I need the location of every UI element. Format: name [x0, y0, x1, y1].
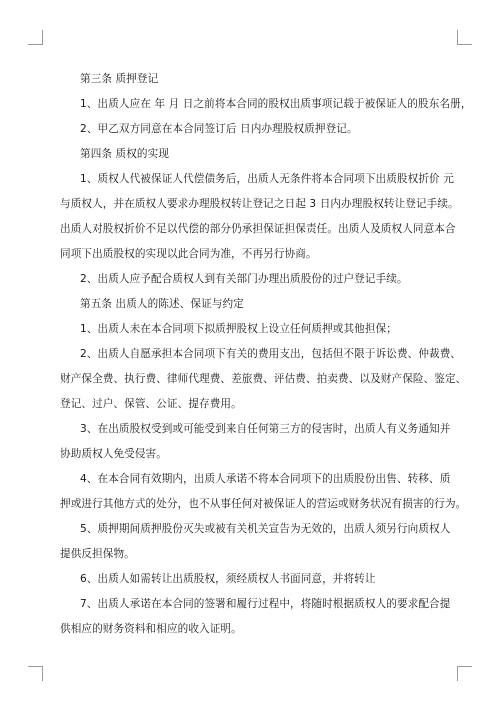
paragraph-line: 提供反担保物。 [60, 548, 135, 560]
paragraph-line: 供相应的财务资料和相应的收入证明。 [60, 623, 242, 635]
paragraph-line: 登记、过户、保管、公证、提存费用。 [60, 398, 242, 410]
paragraph-line: 1、出质人未在本合同项下拟质押股权上设立任何质押或其他担保； [80, 323, 397, 335]
paragraph-line: 5、质押期间质押股份灭失或被有关机关宣告为无效的，出质人须另行向质权人 [80, 523, 451, 535]
paragraph-line: 与质权人，并在质权人要求办理股权转让登记之日起 3 日内办理股权转让登记手续。 [60, 198, 459, 210]
crop-mark-bottom-left [28, 666, 43, 681]
section-heading-5: 第五条 出质人的陈述、保证与约定 [80, 298, 244, 310]
paragraph-line: 6、出质人如需转让出质股权，须经质权人书面同意，并将转让 [80, 573, 376, 585]
paragraph-line: 2、甲乙双方同意在本合同签订后 日内办理股权质押登记。 [80, 123, 358, 135]
paragraph-line: 协助质权人免受侵害。 [60, 448, 167, 460]
section-heading-3: 第三条 质押登记 [80, 73, 159, 85]
crop-mark-top-right [457, 30, 472, 45]
paragraph-line: 2、出质人应予配合质权人到有关部门办理出质股份的过户登记手续。 [80, 273, 408, 285]
crop-mark-top-left [28, 30, 43, 45]
paragraph-line: 4、在本合同有效期内，出质人承诺不将本合同项下的出质股份出售、转移、质 [80, 473, 451, 485]
crop-mark-bottom-right [457, 666, 472, 681]
paragraph-line: 同项下出质股权的实现以此合同为准，不再另行协商。 [60, 248, 317, 260]
section-heading-4: 第四条 质权的实现 [80, 148, 170, 160]
paragraph-line: 1、出质人应在 年 月 日之前将本合同的股权出质事项记载于被保证人的股东名册， [80, 98, 472, 110]
paragraph-line: 出质人对股权折价不足以代偿的部分仍承担保证担保责任。出质人及质权人同意本合 [60, 223, 456, 235]
paragraph-line: 1、质权人代被保证人代偿债务后，出质人无条件将本合同项下出质股权折价 元 [80, 173, 454, 185]
paragraph-line: 押或进行其他方式的处分，也不从事任何对被保证人的营运或财务状况有损害的行为。 [60, 498, 467, 510]
paragraph-line: 2、出质人自愿承担本合同项下有关的费用支出，包括但不限于诉讼费、仲裁费、 [80, 348, 462, 360]
paragraph-line: 7、出质人承诺在本合同的签署和履行过程中，将随时根据质权人的要求配合提 [80, 598, 451, 610]
paragraph-line: 3、在出质股权受到或可能受到来自任何第三方的侵害时，出质人有义务通知并 [80, 423, 451, 435]
paragraph-line: 财产保全费、执行费、律师代理费、差旅费、评估费、拍卖费、以及财产保险、鉴定、 [60, 373, 467, 385]
